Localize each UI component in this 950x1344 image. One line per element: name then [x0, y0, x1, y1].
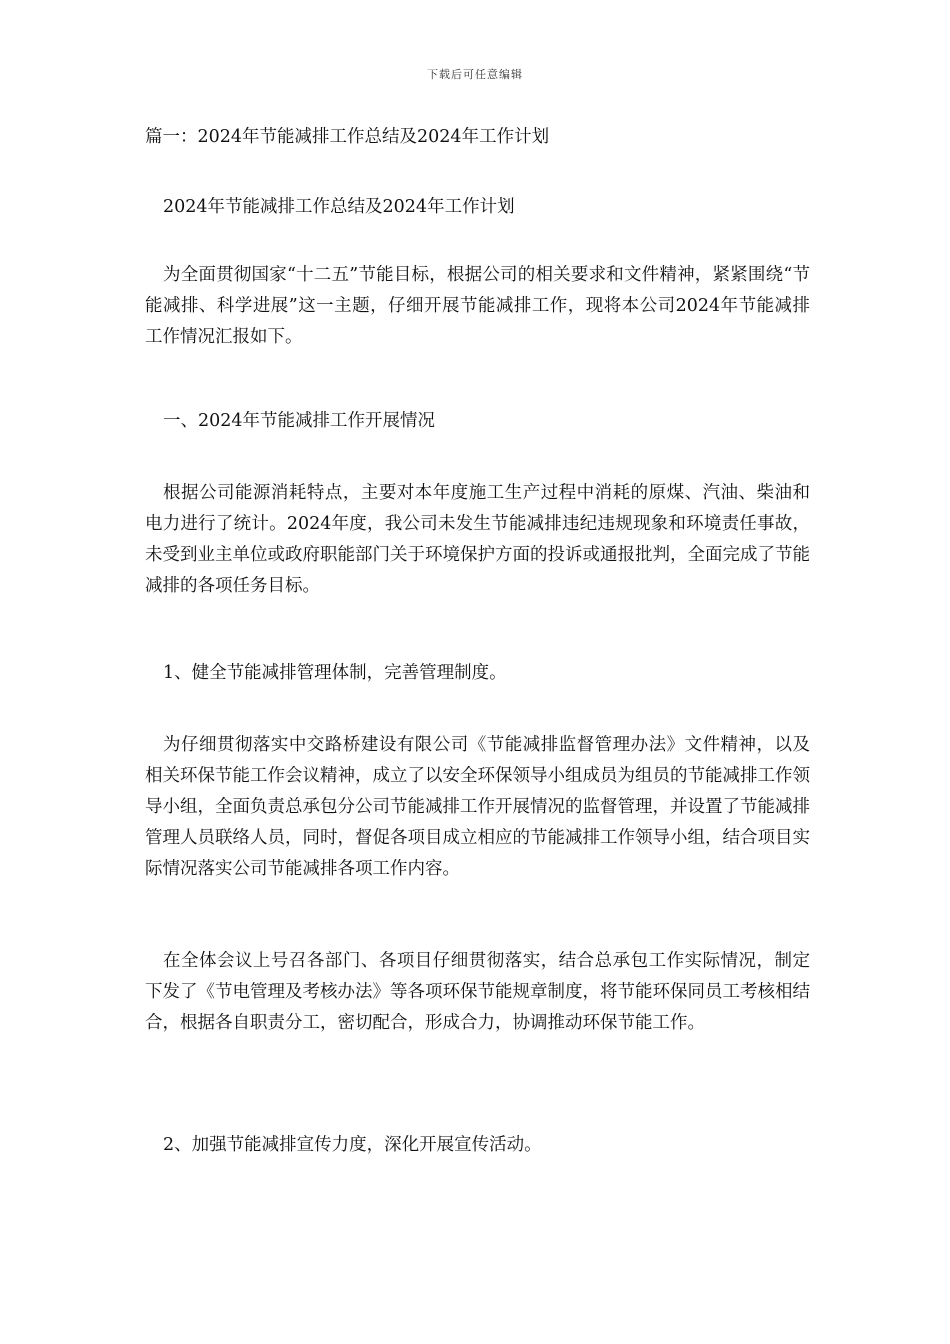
item-2-heading: 2、加强节能减排宣传力度，深化开展宣传活动。: [163, 1135, 542, 1155]
section-1-paragraph: 根据公司能源消耗特点，主要对本年度施工生产过程中消耗的原煤、汽油、柴油和电力进行了统计。2024年度，我公司未发生节能减排违纪违规现象和环境责任事故，未受到业主单位或政府职能部门关于环境保护方面的投诉或通报批判，全面完成了节能减排的各项任务目标。: [145, 483, 810, 596]
item-1-paragraph-b: 在全体会议上号召各部门、各项目仔细贯彻落实，结合总承包工作实际情况，制定下发了《节电管理及考核办法》等各项环保节能规章制度，将节能环保同员工考核相结合，根据各自职责分工，密切配合，形成合力，协调推动环保节能工作。: [145, 951, 810, 1033]
item-1-heading: 1、健全节能减排管理体制，完善管理制度。: [163, 663, 507, 683]
intro-paragraph: 为全面贯彻国家“十二五”节能目标，根据公司的相关要求和文件精神，紧紧围绕“节能减排、科学进展”这一主题，仔细开展节能减排工作，现将本公司2024年节能减排工作情况汇报如下。: [145, 265, 810, 347]
document-title: 篇一：2024年节能减排工作总结及2024年工作计划: [145, 127, 550, 147]
header-note: 下载后可任意编辑: [427, 68, 523, 81]
document-subtitle: 2024年节能减排工作总结及2024年工作计划: [163, 197, 515, 217]
item-1-paragraph-a: 为仔细贯彻落实中交路桥建设有限公司《节能减排监督管理办法》文件精神，以及相关环保节能工作会议精神，成立了以安全环保领导小组成员为组员的节能减排工作领导小组，全面负责总承包分公司节能减排工作开展情况的监督管理，并设置了节能减排管理人员联络人员，同时，督促各项目成立相应的节能减排工作领导小组，结合项目实际情况落实公司节能减排各项工作内容。: [145, 735, 810, 879]
section-1-heading: 一、2024年节能减排工作开展情况: [163, 411, 436, 431]
